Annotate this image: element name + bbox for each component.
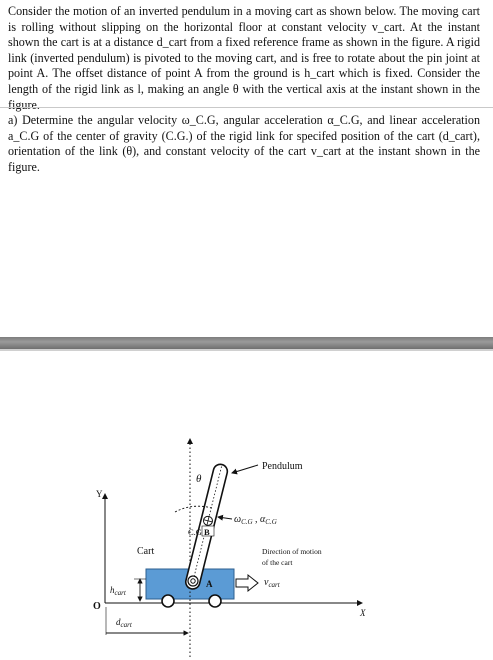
pendulum-label: Pendulum: [262, 461, 303, 472]
dcart-subscript: cart: [120, 621, 132, 629]
pendulum-pointer-arrow: [232, 465, 258, 473]
theta-label: θ: [196, 473, 202, 485]
y-axis-label: Y: [96, 489, 103, 499]
cart-wheel-right: [209, 595, 221, 607]
point-b-label: B: [204, 527, 210, 537]
problem-part-a: a) Determine the angular velocity ω_C.G, angular acceleration α_C.G, and linear acceleration a_C.G of the center of gravity (C.G.) of the rigid link for specifed position of the cart (d_cart), orientation of the link (θ), and constant velocity of the cart v_cart at the instant shown in the figure.: [8, 113, 480, 174]
direction-label-line2: of the cart: [262, 558, 293, 567]
omega-alpha-separator: ,: [252, 514, 261, 525]
origin-label: O: [93, 601, 101, 612]
direction-of-motion-arrow: [236, 575, 258, 591]
vcart-subscript: cart: [268, 581, 280, 589]
cg-label: C.G: [188, 527, 202, 537]
page-separator-band: [0, 337, 493, 349]
problem-intro: Consider the motion of an inverted pendulum in a moving cart as shown below. The moving cart is rolling without slipping on the horizontal floor at constant velocity v_cart. At the instant shown the cart is at a distance d_cart from a fixed reference frame as shown in the figure. A rigid link (inverted pendulum) is pivoted to the moving cart, and is free to rotate about the pin joint at point A. The offset distance of point A from the ground is h_cart which is fixed. Consider the length of the rigid link as l, making an angle θ with the vertical axis at the instant shown in the figure.: [8, 4, 480, 112]
point-a-label: A: [206, 579, 213, 589]
section-divider: [0, 107, 493, 108]
alpha-symbol: α: [260, 514, 266, 525]
omega-symbol: ω: [234, 514, 242, 525]
omega-alpha-pointer-arrow: [218, 517, 232, 519]
hcart-symbol: h: [110, 585, 115, 595]
dcart-text: [116, 617, 133, 629]
dcart-symbol: d: [116, 617, 121, 627]
alpha-subscript: C.G: [265, 518, 277, 526]
direction-label-line1: Direction of motion: [262, 547, 322, 556]
omega-alpha-text: [234, 514, 277, 526]
vcart-symbol: v: [264, 577, 269, 588]
omega-subscript: C.G: [241, 518, 253, 526]
x-axis-label: X: [360, 608, 366, 618]
vcart-text: [264, 577, 281, 589]
cart-label: Cart: [137, 546, 155, 557]
cart-wheel-left: [162, 595, 174, 607]
hcart-text: [110, 585, 127, 597]
inverted-pendulum-figure: [0, 351, 493, 660]
hcart-subscript: cart: [114, 589, 126, 597]
pivot-a-inner: [191, 579, 195, 583]
